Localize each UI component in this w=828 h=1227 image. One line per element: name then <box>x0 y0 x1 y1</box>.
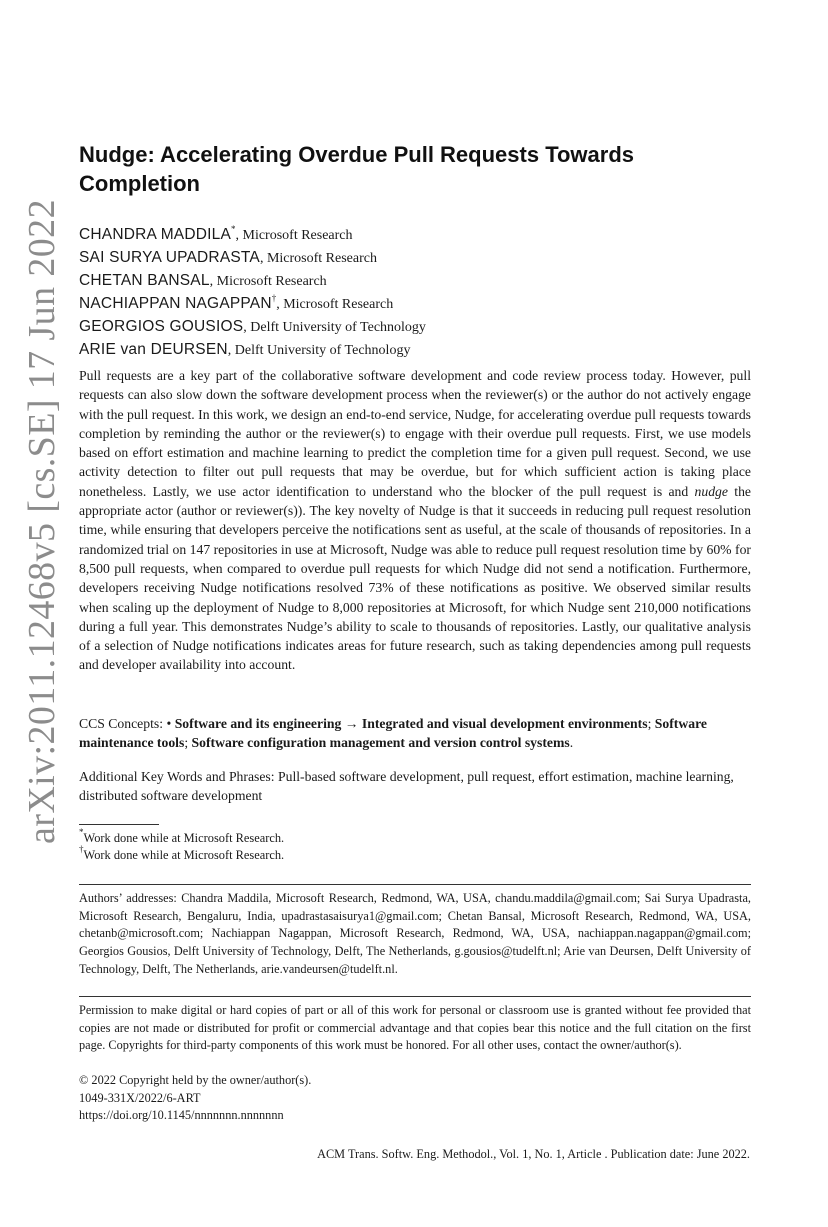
arxiv-identifier: arXiv:2011.12468v5 [cs.SE] 17 Jun 2022 <box>21 199 63 844</box>
author-footnote-mark: * <box>231 224 236 234</box>
ccs-separator: ; <box>184 735 192 751</box>
ccs-label: CCS Concepts: • <box>79 716 175 731</box>
permission-rule <box>79 996 751 997</box>
abstract-text-part-2: the appropriate actor (author or reviewer(s)). The key novelty of Nudge is that it succeeds in reducing pull request resolution time, while ensuring that developers perceive the notifications sent as useful, at the scale of thousands of repositories. In a randomized trial on 147 repositories in use at Microsoft, Nudge was able to reduce pull request resolution time by 60% for 8,500 pull requests, when compared to overdue pull requests for which Nudge did not send a notification. Furthermore, developers receiving Nudge notifications resolved 73% of these notifications as positive. We observed similar results when scaling up the deployment of Nudge to 8,000 repositories at Microsoft, for which Nudge sent 210,000 notifications during a full year. This demonstrates Nudge’s ability to scale to thousands of repositories. Lastly, our qualitative analysis of a selection of Nudge notifications indicates areas for future research, such as taking dependencies among pull requests and developer availability into account. <box>79 483 751 673</box>
footnote-rule <box>79 824 159 825</box>
title-line-1: Nudge: Accelerating Overdue Pull Requests Towards <box>79 142 635 167</box>
author-affiliation: , Delft University of Technology <box>227 343 411 358</box>
ccs-concept: Software maintenance tools <box>79 716 708 751</box>
author-name: ARIE van DEURSEN <box>79 341 228 358</box>
abstract-text-part-1: Pull requests are a key part of the collaborative software development and code review process today. However, pull requests can also slow down the software development process when the reviewer(s) or the author do not actively engage with the pull request. In this work, we design an end-to-end service, Nudge, for accelerating overdue pull requests towards completion by reminding the author or the reviewer(s) to engage with their overdue pull requests. First, we use models based on effort estimation and machine learning to predict the completion time for a given pull request. Second, we use activity detection to filter out pull requests that may be overdue, but for which sufficient action is taking place nonetheless. Lastly, we use actor identification to understand who the blocker of the pull request is and <box>79 368 751 499</box>
ccs-concept: Integrated and visual development environments <box>361 716 648 731</box>
ccs-concept: Software and its engineering <box>174 716 342 731</box>
author-affiliation: , Microsoft Research <box>235 228 353 243</box>
author-entry <box>79 270 749 293</box>
ccs-concepts <box>79 714 751 753</box>
footnote-text: Work done while at Microsoft Research. <box>83 848 285 862</box>
ccs-arrow: → <box>341 716 362 731</box>
footnote-mark: † <box>79 844 84 854</box>
footnote <box>79 844 751 864</box>
keywords: Additional Key Words and Phrases: Pull-based software development, pull request, effort estimation, machine learning, distributed software development <box>79 769 734 804</box>
publication-info <box>79 1072 751 1125</box>
author-affiliation: , Microsoft Research <box>209 274 327 289</box>
footnote-mark: * <box>79 827 84 837</box>
author-name: SAI SURYA UPADRASTA <box>79 249 260 266</box>
author-name: GEORGIOS GOUSIOS <box>79 318 244 335</box>
author-affiliation: , Microsoft Research <box>259 251 377 266</box>
ccs-concept: Software configuration management and version control systems <box>191 735 570 751</box>
title-line-2: Completion <box>79 171 200 196</box>
paper-title <box>79 140 739 198</box>
author-entry <box>79 224 749 247</box>
author-name: CHETAN BANSAL <box>79 272 210 289</box>
author-entry <box>79 293 749 316</box>
abstract <box>79 366 751 675</box>
copyright-line: © 2022 Copyright held by the owner/author(s). <box>79 1073 312 1087</box>
author-name: NACHIAPPAN NAGAPPAN <box>79 295 272 312</box>
author-entry <box>79 316 749 339</box>
arxiv-sidebar <box>14 199 64 848</box>
footnote <box>79 827 751 847</box>
running-footer: ACM Trans. Softw. Eng. Methodol., Vol. 1, No. 1, Article . Publication date: June 2022. <box>317 1147 750 1161</box>
author-addresses: Authors’ addresses: Chandra Maddila, Microsoft Research, Redmond, WA, USA, chandu.maddila@gmail.com; Sai Surya Upadrasta, Microsoft Research, Bengaluru, India, upadrastasaisurya1@gmail.com; Chetan Bansal, Microsoft Research, Redmond, WA, USA, chetanb@microsoft.com; Nachiappan Nagappan, Microsoft Research, Redmond, WA, USA, nachiappan.nagappan@gmail.com; Georgios Gousios, Delft University of Technology, Delft, The Netherlands, g.gousios@tudelft.nl; Arie van Deursen, Delft University of Technology, Delft, The Netherlands, arie.vandeursen@tudelft.nl. <box>79 891 751 976</box>
abstract-italic-word: nudge <box>694 483 728 499</box>
permission-notice: Permission to make digital or hard copies of part or all of this work for personal or classroom use is granted without fee provided that copies are not made or distributed for profit or commercial advantage and that copies bear this notice and the full citation on the first page. Copyrights for third-party components of this work must be honored. For all other uses, contact the owner/author(s). <box>79 1003 751 1053</box>
footnotes <box>79 827 751 864</box>
author-footnote-mark: † <box>271 293 277 303</box>
footnote-text: Work done while at Microsoft Research. <box>83 831 285 845</box>
author-entry <box>79 339 749 362</box>
author-name: CHANDRA MADDILA <box>79 226 231 243</box>
author-list <box>79 224 749 362</box>
addresses-rule <box>79 884 751 885</box>
author-affiliation: , Delft University of Technology <box>243 320 426 335</box>
issn-line: 1049-331X/2022/6-ART <box>79 1090 201 1105</box>
ccs-separator: ; <box>647 716 655 731</box>
ccs-end: . <box>569 735 574 751</box>
doi-link[interactable]: https://doi.org/10.1145/nnnnnnn.nnnnnnn <box>79 1108 284 1123</box>
author-entry <box>79 247 749 270</box>
author-affiliation: , Microsoft Research <box>276 297 394 312</box>
